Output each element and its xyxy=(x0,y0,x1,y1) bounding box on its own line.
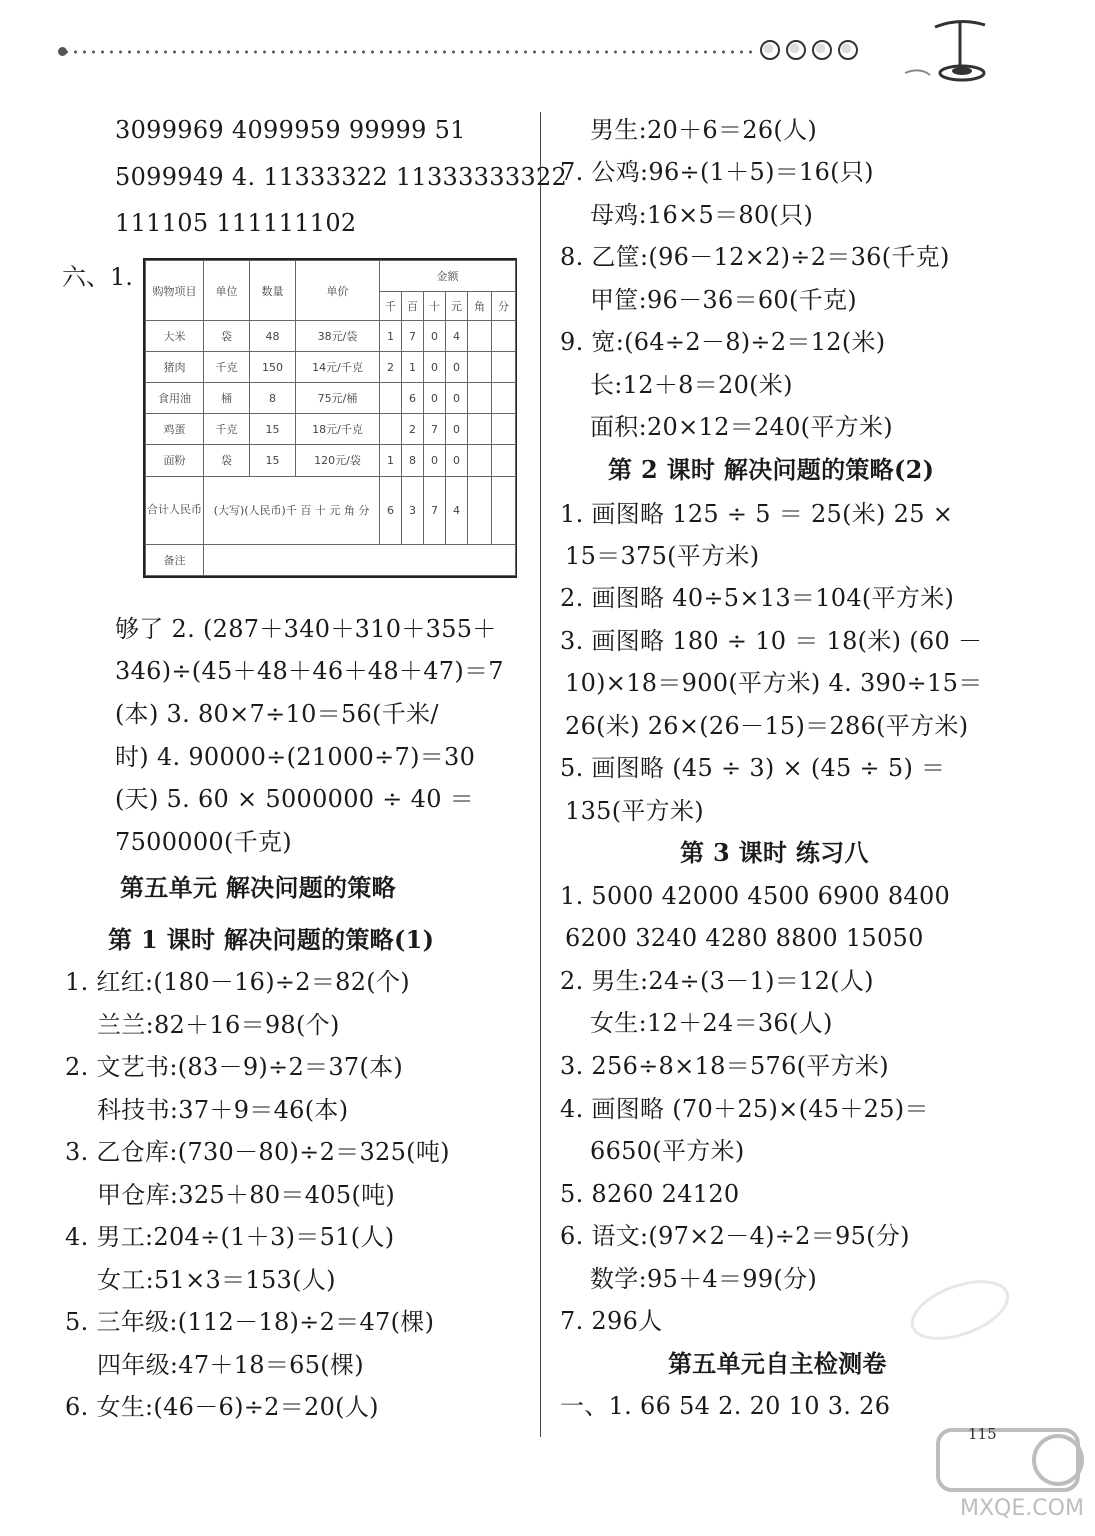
cell-digit: 0 xyxy=(446,352,468,383)
remark-cell xyxy=(204,544,516,575)
answer-line: 5. 三年级:(112－18)÷2＝47(棵) xyxy=(65,1308,435,1336)
cell-digit: 1 xyxy=(380,321,402,352)
total-digit xyxy=(468,476,492,544)
cell-digit: 8 xyxy=(402,445,424,476)
cell-digit: 6 xyxy=(402,383,424,414)
cell-digit xyxy=(380,414,402,445)
cell-price: 75元/桶 xyxy=(296,383,380,414)
watermark-logo-icon xyxy=(930,1420,1090,1530)
cell-digit xyxy=(380,383,402,414)
cell-item: 猪肉 xyxy=(146,352,204,383)
page-number: 115 xyxy=(968,1425,997,1443)
head-item: 购物项目 xyxy=(146,261,204,321)
answer-line: 男生:20＋6＝26(人) xyxy=(590,116,818,144)
section-heading: 第 1 课时 解决问题的策略(1) xyxy=(108,925,435,954)
cell-digit: 1 xyxy=(380,445,402,476)
cell-digit xyxy=(468,414,492,445)
header-circles xyxy=(760,40,858,60)
cell-qty: 15 xyxy=(250,414,296,445)
answer-line: 4. 画图略 (70＋25)×(45＋25)＝ xyxy=(560,1095,929,1123)
head-digit: 角 xyxy=(468,292,492,321)
answer-line: (天) 5. 60 × 5000000 ÷ 40 ＝ xyxy=(115,785,475,813)
cell-item: 大米 xyxy=(146,321,204,352)
cell-digit xyxy=(468,321,492,352)
cell-digit: 4 xyxy=(446,321,468,352)
cell-digit: 2 xyxy=(380,352,402,383)
cell-digit: 0 xyxy=(446,383,468,414)
answer-line: 6. 女生:(46－6)÷2＝20(人) xyxy=(65,1393,379,1421)
column-divider xyxy=(540,112,541,1437)
receipt-body xyxy=(146,321,516,476)
answer-line: 8. 乙筐:(96－12×2)÷2＝36(千克) xyxy=(560,243,950,271)
remark-label: 备注 xyxy=(146,544,204,575)
total-digit: 3 xyxy=(402,476,424,544)
receipt-row xyxy=(146,352,516,383)
cell-digit xyxy=(468,383,492,414)
svg-text:MXQE.COM: MXQE.COM xyxy=(960,1496,1084,1521)
answer-line: 3. 画图略 180 ÷ 10 ＝ 18(米) (60 － xyxy=(560,627,983,655)
circle-icon xyxy=(760,40,780,60)
head-digit: 元 xyxy=(446,292,468,321)
answer-line: 7. 296人 xyxy=(560,1307,663,1335)
receipt-row xyxy=(146,414,516,445)
cell-qty: 150 xyxy=(250,352,296,383)
head-unit: 单位 xyxy=(204,261,250,321)
head-price: 单价 xyxy=(296,261,380,321)
answer-line: 6650(平方米) xyxy=(590,1137,745,1165)
circle-icon xyxy=(786,40,806,60)
answer-line: (本) 3. 80×7÷10＝56(千米/ xyxy=(115,700,439,728)
answer-line: 111105 111111102 xyxy=(115,209,357,237)
answer-line: 一、1. 66 54 2. 20 10 3. 26 xyxy=(560,1392,891,1420)
cell-digit xyxy=(492,414,516,445)
section-heading: 第 3 课时 练习八 xyxy=(680,838,869,867)
answer-line: 2. 文艺书:(83－9)÷2＝37(本) xyxy=(65,1053,404,1081)
cell-digit xyxy=(492,445,516,476)
shopping-receipt-table xyxy=(143,258,517,578)
receipt-row xyxy=(146,445,516,476)
faint-stamp-icon xyxy=(898,1263,1022,1357)
answer-line: 甲筐:96－36＝60(千克) xyxy=(590,286,857,314)
answer-line: 科技书:37＋9＝46(本) xyxy=(97,1096,349,1124)
answer-line: 135(平方米) xyxy=(565,797,704,825)
cell-digit: 7 xyxy=(424,414,446,445)
cell-item: 食用油 xyxy=(146,383,204,414)
answer-line: 女工:51×3＝153(人) xyxy=(97,1266,336,1294)
total-note: (大写)(人民币)千 百 十 元 角 分 xyxy=(204,476,380,544)
receipt-row xyxy=(146,321,516,352)
head-digit: 千 xyxy=(380,292,402,321)
cell-digit: 0 xyxy=(424,383,446,414)
cell-digit: 0 xyxy=(424,352,446,383)
answer-line: 346)÷(45＋48＋46＋48＋47)＝7 xyxy=(115,657,504,685)
cell-digit xyxy=(492,383,516,414)
cell-unit: 袋 xyxy=(204,445,250,476)
total-digit: 7 xyxy=(424,476,446,544)
answer-line: 7500000(千克) xyxy=(115,828,292,856)
cell-unit: 袋 xyxy=(204,321,250,352)
lamp-decoration-icon xyxy=(900,15,1010,85)
answer-line: 面积:20×12＝240(平方米) xyxy=(590,413,893,441)
answer-line: 够了 2. (287＋340＋310＋355＋ xyxy=(115,615,497,643)
answer-line: 7. 公鸡:96÷(1＋5)＝16(只) xyxy=(560,158,874,186)
answer-line: 兰兰:82＋16＝98(个) xyxy=(97,1011,340,1039)
total-row xyxy=(146,476,516,544)
answer-line: 26(米) 26×(26－15)＝286(平方米) xyxy=(565,712,969,740)
cell-price: 14元/千克 xyxy=(296,352,380,383)
head-digit: 分 xyxy=(492,292,516,321)
cell-digit: 7 xyxy=(402,321,424,352)
answer-line: 母鸡:16×5＝80(只) xyxy=(590,201,814,229)
answer-line: 时) 4. 90000÷(21000÷7)＝30 xyxy=(115,743,476,771)
answer-line: 15＝375(平方米) xyxy=(565,542,760,570)
cell-digit: 0 xyxy=(446,414,468,445)
answer-line: 3. 256÷8×18＝576(平方米) xyxy=(560,1052,889,1080)
answer-line: 四年级:47＋18＝65(棵) xyxy=(97,1351,364,1379)
answer-line: 5. 画图略 (45 ÷ 3) × (45 ÷ 5) ＝ xyxy=(560,754,946,782)
answer-line: 甲仓库:325＋80＝405(吨) xyxy=(97,1181,396,1209)
answer-line: 长:12＋8＝20(米) xyxy=(590,371,793,399)
answer-line: 5. 8260 24120 xyxy=(560,1180,740,1208)
circle-icon xyxy=(812,40,832,60)
cell-digit xyxy=(468,445,492,476)
head-digit: 百 xyxy=(402,292,424,321)
section-label: 六、1. xyxy=(62,263,133,291)
total-digit: 4 xyxy=(446,476,468,544)
cell-digit xyxy=(492,352,516,383)
cell-unit: 桶 xyxy=(204,383,250,414)
cell-digit xyxy=(492,321,516,352)
cell-digit: 2 xyxy=(402,414,424,445)
cell-price: 18元/千克 xyxy=(296,414,380,445)
cell-qty: 15 xyxy=(250,445,296,476)
answer-line: 1. 画图略 125 ÷ 5 ＝ 25(米) 25 × xyxy=(560,500,954,528)
circle-icon xyxy=(838,40,858,60)
answer-line: 2. 男生:24÷(3－1)＝12(人) xyxy=(560,967,874,995)
total-label: 合计人民币 xyxy=(146,476,204,544)
cell-item: 面粉 xyxy=(146,445,204,476)
cell-price: 38元/袋 xyxy=(296,321,380,352)
cell-digit: 0 xyxy=(424,445,446,476)
answer-line: 数学:95＋4＝99(分) xyxy=(590,1265,818,1293)
answer-line: 6. 语文:(97×2－4)÷2＝95(分) xyxy=(560,1222,910,1250)
cell-digit: 0 xyxy=(446,445,468,476)
cell-unit: 千克 xyxy=(204,414,250,445)
answer-line: 5099949 4. 11333322 11333333322 xyxy=(115,163,568,191)
head-qty: 数量 xyxy=(250,261,296,321)
cell-qty: 8 xyxy=(250,383,296,414)
section-heading: 第五单元 解决问题的策略 xyxy=(120,873,396,902)
answer-line: 9. 宽:(64÷2－8)÷2＝12(米) xyxy=(560,328,886,356)
total-digit xyxy=(492,476,516,544)
cell-digit: 1 xyxy=(402,352,424,383)
answer-line: 10)×18＝900(平方米) 4. 390÷15＝ xyxy=(565,669,983,697)
total-digit: 6 xyxy=(380,476,402,544)
section-heading: 第 2 课时 解决问题的策略(2) xyxy=(608,455,935,484)
answer-line: 6200 3240 4280 8800 15050 xyxy=(565,924,924,952)
receipt-row xyxy=(146,383,516,414)
head-amount: 金额 xyxy=(380,261,516,292)
answer-line: 4. 男工:204÷(1＋3)＝51(人) xyxy=(65,1223,395,1251)
answer-line: 1. 5000 42000 4500 6900 8400 xyxy=(560,882,951,910)
header-dotted-rule xyxy=(62,50,752,54)
answer-line: 2. 画图略 40÷5×13＝104(平方米) xyxy=(560,584,955,612)
cell-unit: 千克 xyxy=(204,352,250,383)
head-digit: 十 xyxy=(424,292,446,321)
cell-price: 120元/袋 xyxy=(296,445,380,476)
answer-line: 3099969 4099959 99999 51 xyxy=(115,116,466,144)
section-heading: 第五单元自主检测卷 xyxy=(668,1349,887,1378)
cell-item: 鸡蛋 xyxy=(146,414,204,445)
answer-line: 1. 红红:(180－16)÷2＝82(个) xyxy=(65,968,410,996)
cell-qty: 48 xyxy=(250,321,296,352)
cell-digit: 0 xyxy=(424,321,446,352)
answer-line: 女生:12＋24＝36(人) xyxy=(590,1009,833,1037)
answer-line: 3. 乙仓库:(730－80)÷2＝325(吨) xyxy=(65,1138,450,1166)
cell-digit xyxy=(468,352,492,383)
